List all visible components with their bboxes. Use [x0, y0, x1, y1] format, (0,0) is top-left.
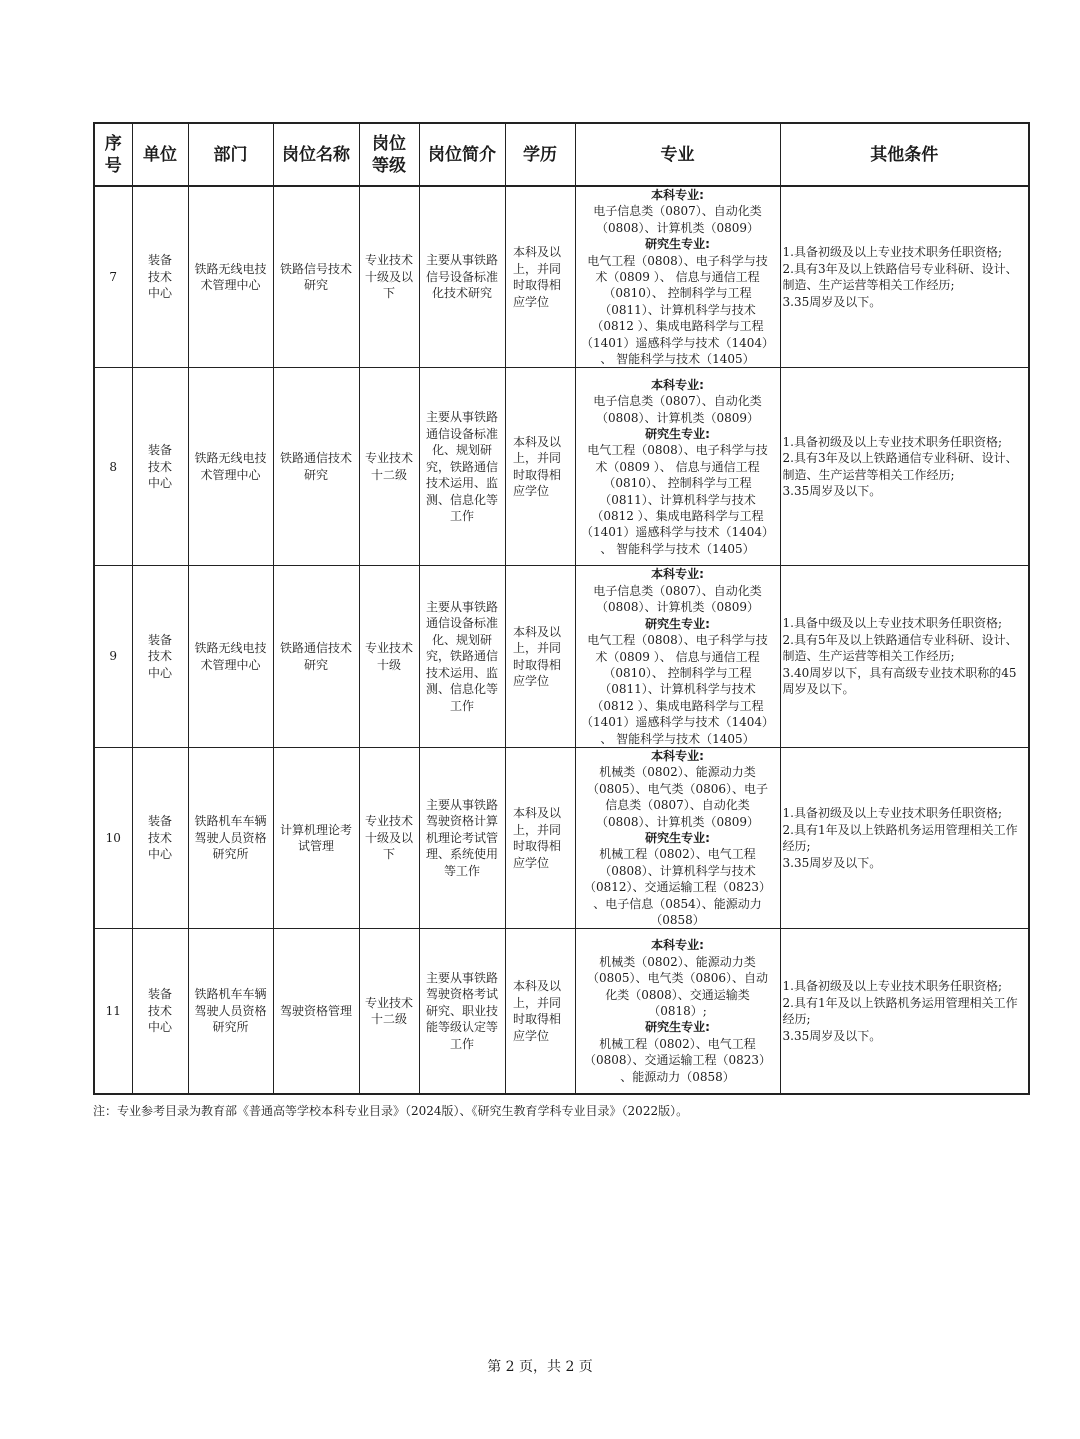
cell-seq-text: 8: [109, 459, 118, 474]
table-row: [94, 566, 1029, 747]
condition-line: 1.具备中级及以上专业技术职务任职资格;: [782, 616, 1002, 631]
cell-dept: [188, 566, 273, 747]
cell-unit-text: 装备技术中心: [147, 443, 172, 491]
header-row: [94, 123, 1029, 186]
cell-intro: [419, 566, 505, 747]
cell-level: [359, 929, 419, 1094]
major-line: 信息类（0807）、自动化类: [605, 798, 750, 813]
condition-line: 2.具有1年及以上铁路机务运用管理相关工作经历;: [782, 822, 1018, 854]
major-line: 电气工程（0808）、电子科学与技: [587, 253, 768, 268]
cell-major: [575, 186, 780, 368]
cell-seq: [94, 566, 132, 747]
major-line: 电子信息类（0807）、自动化类: [593, 583, 762, 598]
cell-post-text: 铁路通信技术研究: [279, 451, 352, 482]
header-dept: 部门: [188, 123, 273, 186]
cell-post: [273, 747, 359, 928]
cell-intro: [419, 368, 505, 566]
cell-seq: [94, 186, 132, 368]
major-heading: 研究生专业:: [645, 1020, 710, 1035]
major-line: （0808）、计算机类（0809）: [595, 410, 760, 425]
cell-dept-text: 铁路机车车辆驾驶人员资格研究所: [194, 987, 267, 1035]
cell-dept-text: 铁路机车车辆驾驶人员资格研究所: [194, 814, 267, 862]
major-line: （0805）、电气类（0806）、电子: [586, 781, 769, 796]
cell-post: [273, 929, 359, 1094]
cell-post: [273, 566, 359, 747]
cell-post: [273, 368, 359, 566]
major-line: （0810）、 控制科学与工程: [603, 665, 752, 680]
cell-seq-text: 10: [105, 830, 121, 845]
header-other: 其他条件: [780, 123, 1029, 186]
major-line: （1401）遥感科学与技术（1404）: [580, 335, 775, 350]
condition-line: 3.40周岁以下，具有高级专业技术职称的45周岁及以下。: [782, 665, 1017, 697]
major-line: （0808）、计算机类（0809）: [595, 220, 760, 235]
condition-line: 3.35周岁及以下。: [782, 1028, 882, 1043]
cell-level-text: 专业技术十级及以下: [364, 814, 413, 862]
cell-edu: [505, 566, 575, 747]
major-heading: 本科专业:: [651, 188, 704, 202]
major-line: 机械类（0802）、能源动力类: [599, 954, 756, 969]
major-line: 术（0809 ）、 信息与通信工程: [595, 649, 760, 664]
cell-unit-text: 装备技术中心: [147, 253, 172, 301]
table-row: [94, 747, 1029, 928]
major-line: 术（0809 ）、 信息与通信工程: [595, 270, 760, 285]
cell-post-text: 计算机理论考试管理: [279, 822, 352, 854]
major-heading: 本科专业:: [651, 377, 704, 392]
table-row: [94, 186, 1029, 368]
condition-line: 2.具有3年及以上铁路信号专业科研、设计、制造、生产运营等相关工作经历;: [782, 261, 1018, 293]
cell-level-text: 专业技术十二级: [364, 451, 413, 482]
major-line: 、 智能科学与技术（1405）: [600, 731, 755, 746]
cell-intro: [419, 747, 505, 928]
major-line: （0811）、计算机科学与技术: [599, 492, 756, 507]
cell-unit: [132, 368, 188, 566]
major-line: （0818）;: [648, 1003, 707, 1018]
cell-intro-text: 主要从事铁路驾驶资格考试研究、职业技能等级认定等工作: [425, 970, 498, 1051]
cell-other: [780, 747, 1029, 928]
major-line: （0812 ）、集成电路科学与工程: [591, 698, 764, 713]
cell-post: [273, 186, 359, 368]
major-line: 电气工程（0808）、电子科学与技: [587, 633, 768, 648]
cell-unit: [132, 566, 188, 747]
condition-line: 2.具有5年及以上铁路通信专业科研、设计、制造、生产运营等相关工作经历;: [782, 632, 1018, 664]
cell-major: [575, 929, 780, 1094]
cell-unit-text: 装备技术中心: [147, 814, 172, 862]
cell-seq-text: 11: [105, 1003, 121, 1018]
cell-level-text: 专业技术十级: [364, 641, 413, 672]
major-line: （0812）、交通运输工程（0823）: [583, 880, 772, 895]
major-line: 术（0809 ）、 信息与通信工程: [595, 459, 760, 474]
cell-dept-text: 铁路无线电技术管理中心: [194, 641, 267, 672]
footnote: 注：专业参考目录为教育部《普通高等学校本科专业目录》（2024版）、《研究生教育学科专业目录》（2022版）。: [93, 1104, 689, 1118]
major-line: （0812 ）、集成电路科学与工程: [591, 319, 764, 334]
cell-major: [575, 747, 780, 928]
header-post: 岗位名称: [273, 123, 359, 186]
cell-unit-text: 装备技术中心: [147, 987, 172, 1035]
cell-edu-text: 本科及以上，并同时取得相应学位: [513, 434, 562, 499]
cell-dept: [188, 368, 273, 566]
cell-unit: [132, 929, 188, 1094]
major-line: 、电子信息（0854）、能源动力: [593, 896, 762, 911]
cell-edu: [505, 747, 575, 928]
major-line: （0808）、计算机类（0809）: [595, 814, 760, 829]
cell-edu: [505, 929, 575, 1094]
cell-unit: [132, 747, 188, 928]
cell-major: [575, 368, 780, 566]
major-line: （0811）、计算机科学与技术: [599, 682, 756, 697]
major-line: （0808）、交通运输工程（0823）: [583, 1053, 772, 1068]
cell-edu: [505, 368, 575, 566]
major-line: 机械类（0802）、能源动力类: [599, 765, 756, 780]
condition-line: 3.35周岁及以下。: [782, 484, 882, 499]
cell-intro: [419, 186, 505, 368]
cell-edu-text: 本科及以上，并同时取得相应学位: [513, 245, 562, 309]
cell-dept: [188, 186, 273, 368]
major-line: 电子信息类（0807）、自动化类: [593, 394, 762, 409]
major-line: 、 智能科学与技术（1405）: [600, 541, 755, 556]
major-line: 、能源动力（0858）: [620, 1069, 735, 1084]
condition-line: 3.35周岁及以下。: [782, 294, 882, 309]
major-line: 化类（0808）、交通运输类: [605, 987, 750, 1002]
major-line: （0858）: [650, 913, 705, 927]
major-heading: 研究生专业:: [645, 426, 710, 441]
header-intro: 岗位简介: [419, 123, 505, 186]
major-line: （0808）、计算机科学与技术: [599, 863, 756, 878]
cell-level: [359, 747, 419, 928]
header-seq: 序号: [94, 123, 132, 186]
major-heading: 本科专业:: [651, 748, 704, 763]
cell-seq: [94, 929, 132, 1094]
condition-line: 1.具备初级及以上专业技术职务任职资格;: [782, 979, 1002, 994]
cell-post-text: 铁路通信技术研究: [279, 641, 352, 672]
cell-other: [780, 368, 1029, 566]
major-line: （0810）、 控制科学与工程: [603, 286, 752, 301]
cell-post-text: 驾驶资格管理: [279, 1003, 352, 1018]
cell-other: [780, 186, 1029, 368]
major-line: 电气工程（0808）、电子科学与技: [587, 443, 768, 458]
cell-edu: [505, 186, 575, 368]
major-line: （0811）、计算机科学与技术: [599, 302, 756, 317]
major-line: 、 智能科学与技术（1405）: [600, 352, 755, 367]
major-line: （1401）遥感科学与技术（1404）: [580, 715, 775, 730]
cell-post-text: 铁路信号技术研究: [279, 261, 352, 293]
cell-intro: [419, 929, 505, 1094]
table-row: [94, 368, 1029, 566]
major-line: 机械工程（0802）、电气工程: [599, 1036, 756, 1051]
cell-level-text: 专业技术十二级: [364, 995, 413, 1027]
major-heading: 研究生专业:: [645, 830, 710, 845]
cell-other: [780, 929, 1029, 1094]
cell-level: [359, 566, 419, 747]
major-heading: 研究生专业:: [645, 237, 710, 252]
condition-line: 2.具有1年及以上铁路机务运用管理相关工作经历;: [782, 995, 1018, 1027]
table-body: [94, 186, 1029, 1094]
cell-seq: [94, 747, 132, 928]
cell-intro-text: 主要从事铁路驾驶资格计算机理论考试管理、系统使用等工作: [425, 797, 498, 878]
cell-seq: [94, 368, 132, 566]
condition-line: 1.具备初级及以上专业技术职务任职资格;: [782, 434, 1002, 449]
cell-dept: [188, 747, 273, 928]
cell-intro-text: 主要从事铁路信号设备标准化技术研究: [425, 253, 498, 301]
major-line: 机械工程（0802）、电气工程: [599, 847, 756, 862]
condition-line: 3.35周岁及以下。: [782, 855, 882, 870]
table-row: [94, 929, 1029, 1094]
positions-table: [93, 122, 1030, 1095]
cell-level-text: 专业技术十级及以下: [364, 253, 413, 301]
cell-level: [359, 368, 419, 566]
positions-table-wrapper: [93, 122, 1028, 1095]
cell-seq-text: 7: [109, 269, 118, 284]
cell-unit-text: 装备技术中心: [147, 632, 172, 680]
condition-line: 2.具有3年及以上铁路通信专业科研、设计、制造、生产运营等相关工作经历;: [782, 451, 1018, 482]
cell-other: [780, 566, 1029, 747]
major-heading: 本科专业:: [651, 567, 704, 582]
cell-intro-text: 主要从事铁路通信设备标准化、规划研究，铁路通信技术运用、监测、信息化等工作: [425, 599, 498, 713]
header-unit: 单位: [132, 123, 188, 186]
cell-dept-text: 铁路无线电技术管理中心: [194, 261, 267, 293]
cell-major: [575, 566, 780, 747]
page-footer: 第 2 页，共 2 页: [487, 1359, 593, 1375]
cell-dept-text: 铁路无线电技术管理中心: [194, 451, 267, 482]
major-line: （0810）、 控制科学与工程: [603, 476, 752, 491]
cell-unit: [132, 186, 188, 368]
header-edu: 学历: [505, 123, 575, 186]
condition-line: 1.具备初级及以上专业技术职务任职资格;: [782, 806, 1002, 821]
major-heading: 研究生专业:: [645, 616, 710, 631]
cell-edu-text: 本科及以上，并同时取得相应学位: [513, 624, 562, 689]
cell-edu-text: 本科及以上，并同时取得相应学位: [513, 806, 562, 870]
cell-seq-text: 9: [109, 649, 118, 664]
major-line: （1401）遥感科学与技术（1404）: [580, 525, 775, 540]
major-line: （0812 ）、集成电路科学与工程: [591, 508, 764, 523]
major-line: 电子信息类（0807）、自动化类: [593, 204, 762, 219]
major-line: （0805）、电气类（0806）、自动: [586, 971, 769, 986]
header-level: 岗位等级: [359, 123, 419, 186]
header-major: 专业: [575, 123, 780, 186]
major-line: （0808）、计算机类（0809）: [595, 600, 760, 615]
cell-edu-text: 本科及以上，并同时取得相应学位: [513, 979, 562, 1043]
major-heading: 本科专业:: [651, 938, 704, 953]
condition-line: 1.具备初级及以上专业技术职务任职资格;: [782, 245, 1002, 260]
cell-intro-text: 主要从事铁路通信设备标准化、规划研究，铁路通信技术运用、监测、信息化等工作: [425, 410, 498, 524]
cell-level: [359, 186, 419, 368]
cell-dept: [188, 929, 273, 1094]
